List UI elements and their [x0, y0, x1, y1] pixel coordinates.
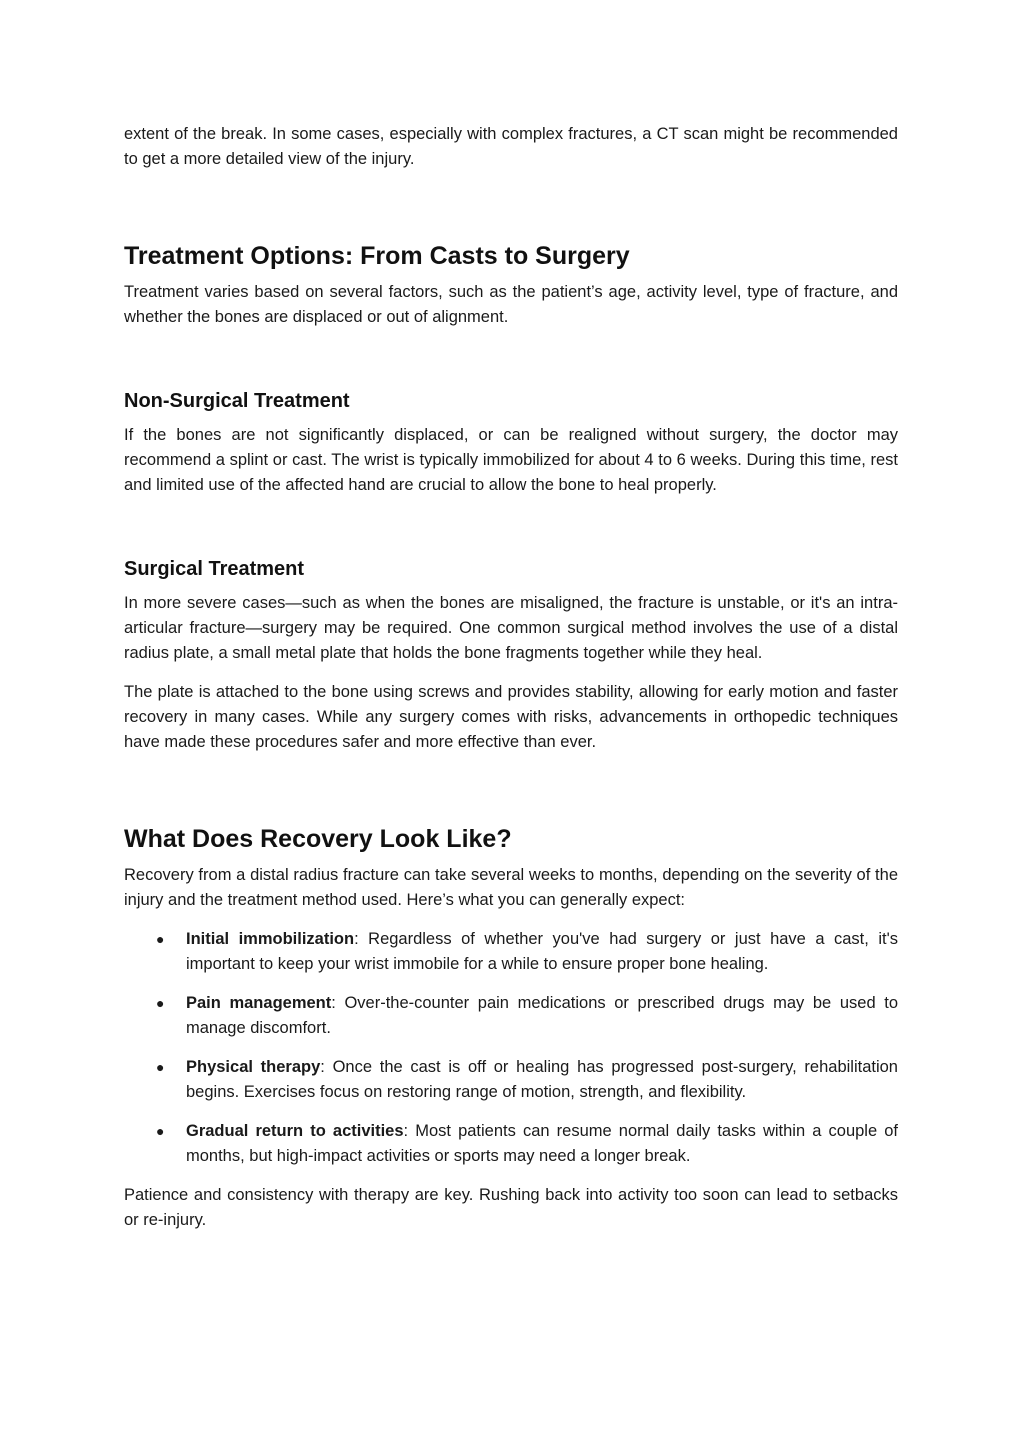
list-item-term: Initial immobilization [186, 930, 355, 948]
bullet-icon: ● [156, 931, 165, 947]
list-item-text [186, 1055, 898, 1105]
list-item-desc: : Regardless of whether you've had surgery or just have a cast, it's important to keep your wrist immobile for a while to ensure proper bone healing. [186, 930, 898, 973]
list-item-text [186, 991, 898, 1041]
list-item [124, 991, 898, 1041]
list-item [124, 1055, 898, 1105]
recovery-closing-paragraph: Patience and consistency with therapy are key. Rushing back into activity too soon can lead to setbacks or re-injury. [124, 1186, 898, 1229]
list-item-text [186, 927, 898, 977]
non-surgical-paragraph: If the bones are not significantly displaced, or can be realigned without surgery, the doctor may recommend a splint or cast. The wrist is typically immobilized for about 4 to 6 weeks. During this time, rest and limited use of the affected hand are crucial to allow the bone to heal properly. [124, 426, 898, 494]
recovery-list [124, 927, 898, 1169]
list-item-term: Pain management [186, 994, 332, 1012]
list-item-text [186, 1119, 898, 1169]
list-item [124, 1119, 898, 1169]
list-item-desc: : Most patients can resume normal daily tasks within a couple of months, but high-impact activities or sports may need a longer break. [186, 1122, 898, 1165]
surgical-heading: Surgical Treatment [124, 558, 305, 580]
recovery-intro-paragraph: Recovery from a distal radius fracture can take several weeks to months, depending on the severity of the injury and the treatment method used. Here’s what you can generally expect: [124, 866, 898, 909]
intro-paragraph: extent of the break. In some cases, especially with complex fractures, a CT scan might be recommended to get a more detailed view of the injury. [124, 125, 898, 168]
surgical-paragraph-1: In more severe cases—such as when the bones are misaligned, the fracture is unstable, or it's an intra-articular fracture—surgery may be required. One common surgical method involves the use of a distal radius plate, a small metal plate that holds the bone fragments together while they heal. [124, 594, 898, 662]
non-surgical-heading: Non-Surgical Treatment [124, 390, 350, 412]
bullet-icon: ● [156, 995, 165, 1011]
list-item-term: Physical therapy [186, 1058, 321, 1076]
surgical-paragraph-2: The plate is attached to the bone using screws and provides stability, allowing for early motion and faster recovery in many cases. While any surgery comes with risks, advancements in orthopedic techniques have made these procedures safer and more effective than ever. [124, 683, 898, 751]
list-item-desc: : Once the cast is off or healing has progressed post-surgery, rehabilitation begins. Exercises focus on restoring range of motion, strength, and flexibility. [186, 1058, 898, 1101]
treatment-options-paragraph: Treatment varies based on several factors, such as the patient’s age, activity level, type of fracture, and whether the bones are displaced or out of alignment. [124, 283, 898, 326]
document-page [124, 122, 898, 1233]
list-item-term: Gradual return to activities [186, 1122, 404, 1140]
bullet-icon: ● [156, 1123, 165, 1139]
bullet-icon: ● [156, 1059, 165, 1075]
recovery-heading: What Does Recovery Look Like? [124, 825, 512, 853]
treatment-options-heading: Treatment Options: From Casts to Surgery [124, 242, 630, 270]
list-item-desc: : Over-the-counter pain medications or prescribed drugs may be used to manage discomfort. [186, 994, 898, 1037]
list-item [124, 927, 898, 977]
